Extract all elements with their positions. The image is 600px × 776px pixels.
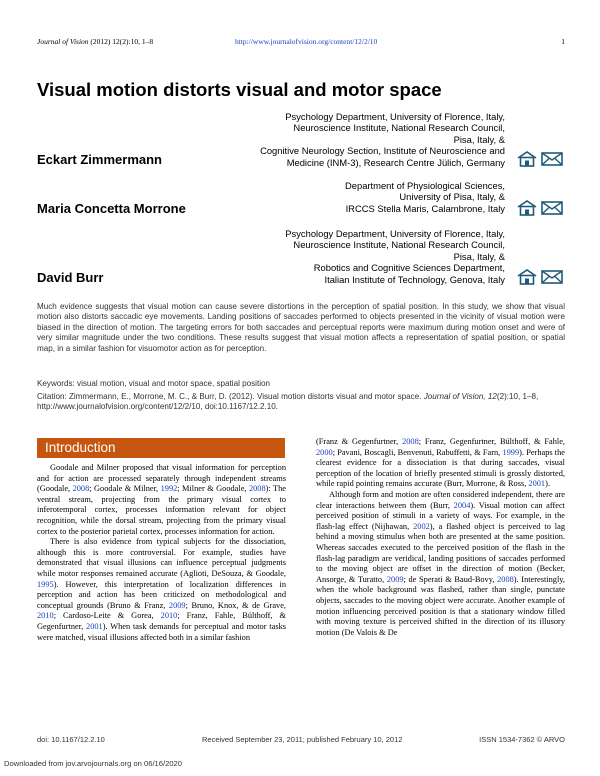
author-affiliation-1: Psychology Department, University of Florence, Italy, Neuroscience Institute, National Research Council, Pisa, Italy, & Cognitive Neurology Section, Institute of Neuroscience and Medicine (INM-3), Research Centre Jülich, Germany: [260, 111, 505, 168]
paragraph: Although form and motion are often considered independent, there are clear interactions between them (Burr, 2004). Visual motion can affect perceived position of stimuli in a variety of ways. For example, in the flash-lag effect (Nijhawan, 2002), a flashed object is perceived to lag behind a moving stimulus when both are presented at the same position. Whereas saccades executed to the perceived position of the flash in the flash-lag paradigm are veridical, landing positions of saccades performed to the moving object are offset in the direction of motion (Becker, Ansorge, & Turatto, 2009; de Sperati & Baud-Bovy, 2008). Interestingly, when the whole background was flashed, rather than single, punctate objects, saccades to the moving object were accurate. Another example of motion influencing perceived position is that a stationary window filled with moving texture is perceived shifted in the direction of its illusory motion (De Valois & De: [316, 489, 566, 637]
download-watermark: Downloaded from jov.arvojournals.org on 06/16/2020: [4, 759, 183, 768]
reference-link[interactable]: 2001: [86, 621, 103, 631]
footer-doi: doi: 10.1167/12.2.10: [37, 735, 105, 744]
body-column-right: [316, 437, 565, 638]
author-links-1: [517, 151, 565, 169]
page-footer: [37, 735, 565, 747]
home-icon[interactable]: [517, 151, 537, 167]
author-affiliation-3: Psychology Department, University of Florence, Italy, Neuroscience Institute, National Research Council, Pisa, Italy, & Robotics and Cognitive Sciences Department, Italian Institute of Technology, Genova, Italy: [285, 228, 505, 285]
author-name-3: David Burr: [37, 270, 104, 285]
author-links-3: [517, 269, 565, 287]
reference-link[interactable]: 2009: [168, 600, 186, 610]
journal-reference: Journal of Vision (2012) 12(2):10, 1–8: [37, 37, 154, 46]
keywords: Keywords: visual motion, visual and motor space, spatial position: [37, 379, 271, 388]
email-icon[interactable]: [541, 152, 563, 166]
email-icon[interactable]: [541, 201, 563, 215]
reference-link[interactable]: 2008: [72, 484, 90, 494]
author-affiliation-2: Department of Physiological Sciences, University of Pisa, Italy, & IRCCS Stella Maris, Calambrone, Italy: [345, 180, 505, 214]
author-name-2: Maria Concetta Morrone: [37, 201, 186, 216]
author-links-2: [517, 200, 565, 218]
reference-link[interactable]: 1999: [502, 447, 520, 457]
reference-link[interactable]: 1995: [37, 579, 54, 589]
section-heading-introduction: Introduction: [37, 438, 285, 458]
reference-link[interactable]: 1992: [160, 484, 178, 494]
reference-link[interactable]: 2004: [453, 500, 471, 510]
reference-link[interactable]: 2001: [528, 479, 546, 489]
reference-link[interactable]: 2008: [402, 437, 419, 446]
reference-link[interactable]: 2008: [497, 574, 514, 584]
email-icon[interactable]: [541, 270, 563, 284]
citation: Citation: Zimmermann, E., Morrone, M. C., & Burr, D. (2012). Visual motion distorts visual and motor space. Journal of Vision, 12(2):10, 1–8, http://www.journalofvision.org/content/12/2/10, doi:10.1167/12.2.10.: [37, 392, 539, 412]
reference-link[interactable]: 2000: [316, 447, 333, 457]
article-url-link[interactable]: http://www.journalofvision.org/content/12/2/10: [235, 37, 378, 46]
home-icon[interactable]: [517, 200, 537, 216]
home-icon[interactable]: [517, 269, 537, 285]
abstract: Much evidence suggests that visual motion can cause severe distortions in the perception of spatial position. In this study, we show that visual motion also distorts saccadic eye movements. Landing positions of saccades performed to objects presented in the vicinity of visual motion were biased in the direction of motion. The targeting errors for both saccades and perceptual reports were maximum during motion onset and were of very similar magnitude under the two conditions. These results suggest that visual motion affects a representation of spatial position, or spatial map, in a similar fashion for visuomotor action as for perception.: [37, 302, 565, 353]
reference-link[interactable]: 2010: [37, 611, 54, 621]
reference-link[interactable]: 2009: [386, 574, 404, 584]
footer-dates: Received September 23, 2011; published February 10, 2012: [202, 735, 403, 744]
reference-link[interactable]: 2010: [160, 611, 178, 621]
paragraph: (Franz & Gegenfurtner, 2008; Franz, Gegenfurtner, Bülthoff, & Fahle, 2000; Pavani, Boscagli, Benvenuti, Rabuffetti, & Farn, 1999). Perhaps the clearest evidence for a dissociation is that during saccades, visual perception of the location of briefly presented stimuli is grossly distorted, while rapid pointing remains accurate (Burr, Morrone, & Ross, 2001).: [316, 437, 565, 489]
paragraph: Goodale and Milner proposed that visual information for perception and for action are processed separately through independent streams (Goodale, 2008; Goodale & Milner, 1992; Milner & Goodale, 2008): The ventral stream, projecting from the primary visual cortex to inferotemporal cortex, processes information relevant for object recognition, while the dorsal stream, projecting from the primary visual cortex to the posterior parietal cortex, processes information for action.: [37, 463, 286, 536]
page-number: 1: [561, 37, 565, 46]
paragraph: There is also evidence from typical subjects for the dissociation, although this is more controversial. For example, studies have demonstrated that visual illusions can influence perceptual judgments while motor responses remained accurate (Aglioti, DeSouza, & Goodale, 1995). However, this interpretation of localization differences in perception and action has been criticized on methodological and conceptual grounds (Bruno & Franz, 2009; Bruno, Knox, & de Grave, 2010; Cardoso-Leite & Gorea, 2010; Franz, Fahle, Bülthoff, & Gegenfurtner, 2001). When task demands for perceptual and motor tasks were matched, visual illusions affected both in a similar fashion: [37, 537, 286, 642]
running-head: [37, 37, 565, 49]
author-name-1: Eckart Zimmermann: [37, 152, 162, 167]
paper-title: Visual motion distorts visual and motor space: [37, 79, 442, 100]
reference-link[interactable]: 2002: [413, 521, 430, 531]
reference-link[interactable]: 2008: [248, 484, 266, 494]
footer-issn: ISSN 1534-7362 © ARVO: [479, 735, 565, 744]
body-column-left: [37, 463, 286, 643]
